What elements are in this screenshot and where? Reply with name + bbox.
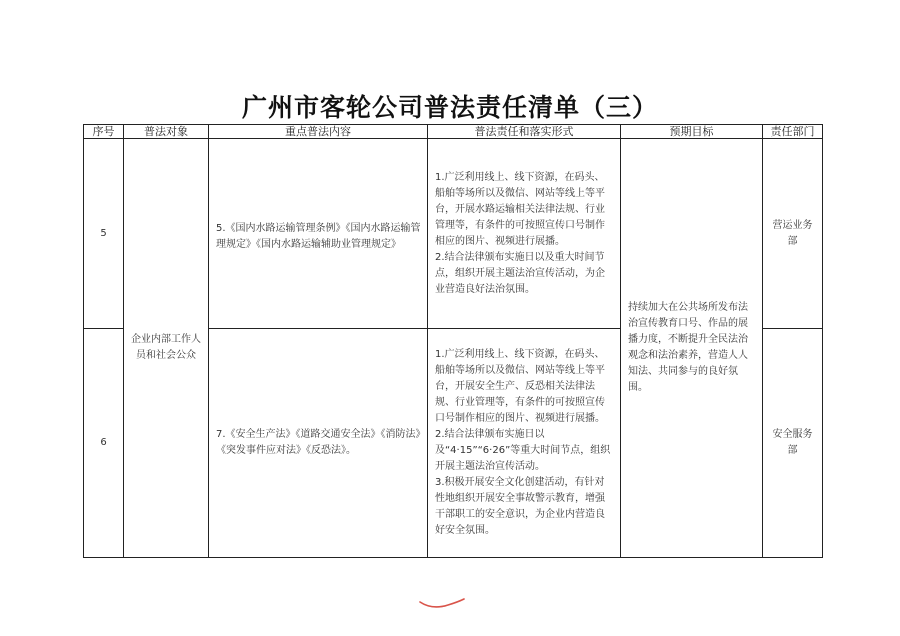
table-header-row — [84, 125, 823, 139]
header-no: 序号 — [84, 125, 124, 139]
measure-item: 2.结合法律颁布实施日以及重大时间节点，组织开展主题法治宣传活动，为企业营造良好法治氛围。 — [435, 251, 605, 295]
department-cell: 安全服务部 — [763, 329, 823, 558]
header-measures: 普法责任和落实形式 — [428, 125, 621, 139]
expected-goal-cell: 持续加大在公共场所发布法治宣传教育口号、作品的展播力度，不断提升全民法治观念和法治素养，营造人人知法、共同参与的良好氛围。 — [621, 139, 763, 558]
row-no: 6 — [84, 329, 124, 558]
measure-item: 1.广泛利用线上、线下资源，在码头、船舶等场所以及微信、网站等线上等平台，开展安全生产、反恐相关法律法规、行业管理等，有条件的可按照宣传口号制作相应的图片、视频进行展播。 — [435, 349, 605, 424]
row-no: 5 — [84, 139, 124, 329]
table-row — [84, 139, 823, 329]
header-goal: 预期目标 — [621, 125, 763, 139]
law-content-cell: 5.《国内水路运输管理条例》《国内水路运输管理规定》《国内水路运输辅助业管理规定》 — [209, 139, 428, 329]
header-content: 重点普法内容 — [209, 125, 428, 139]
red-stamp-mark — [418, 596, 466, 610]
responsibility-table — [83, 124, 823, 558]
document-title: 广州市客轮公司普法责任清单（三） — [241, 93, 658, 122]
department-cell: 营运业务部 — [763, 139, 823, 329]
header-target: 普法对象 — [124, 125, 209, 139]
measure-item: 1.广泛利用线上、线下资源，在码头、船舶等场所以及微信、网站等线上等平台，开展水路运输相关法律法规、行业管理等，有条件的可按照宣传口号制作相应的图片、视频进行展播。 — [435, 171, 605, 247]
measure-item: 3.积极开展安全文化创建活动，有针对性地组织开展安全事故警示教育，增强干部职工的安全意识，为企业内营造良好安全氛围。 — [435, 477, 605, 536]
header-department: 责任部门 — [763, 125, 823, 139]
measures-cell — [428, 139, 621, 329]
law-content-cell: 7.《安全生产法》《道路交通安全法》《消防法》《突发事件应对法》《反恐法》。 — [209, 329, 428, 558]
measures-cell — [428, 329, 621, 558]
measure-item: 2.结合法律颁布实施日以及“4·15”“6·26”等重大时间节点，组织开展主题法治宣传活动。 — [435, 429, 611, 472]
target-audience-cell: 企业内部工作人员和社会公众 — [124, 139, 209, 558]
